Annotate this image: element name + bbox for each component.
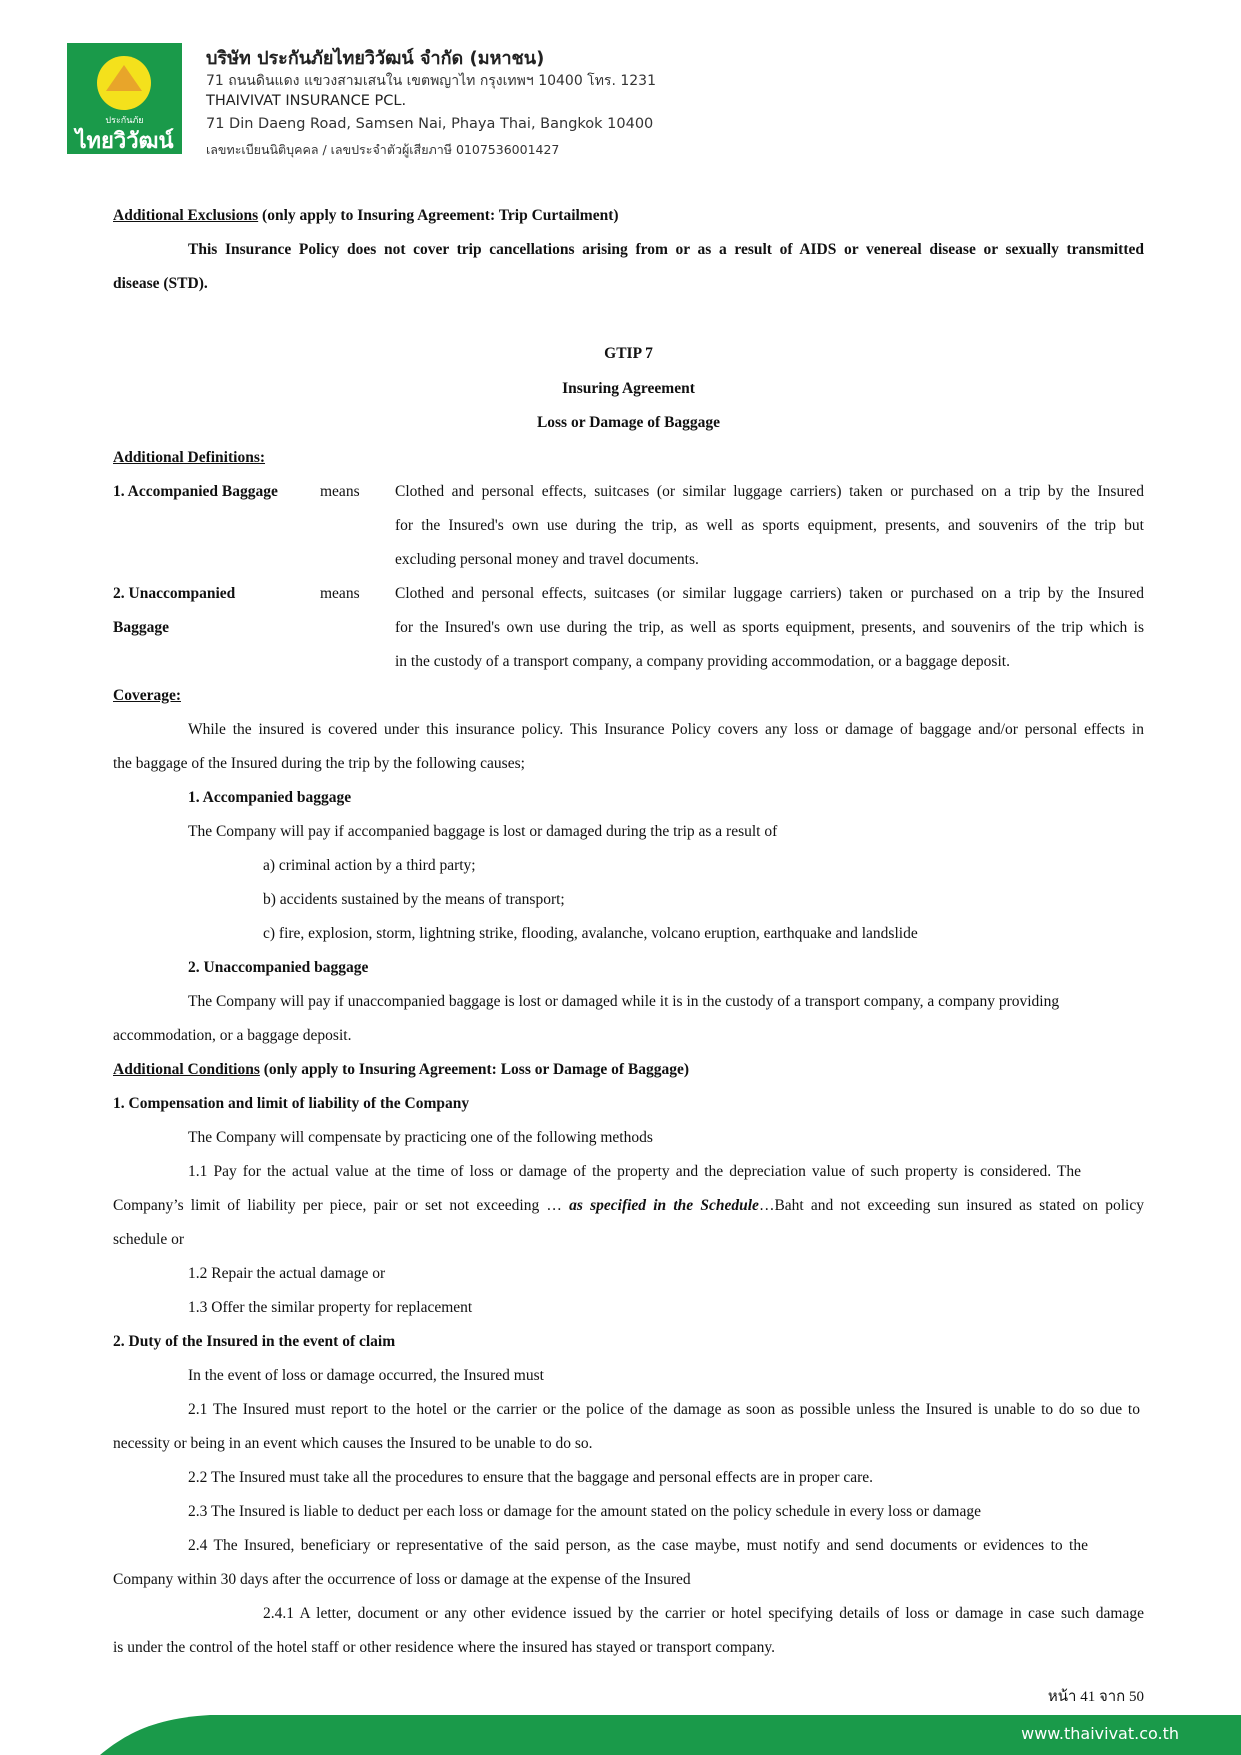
website-link[interactable]: www.thaivivat.co.th [1021,1724,1179,1743]
definitions-heading: Additional Definitions: [113,449,266,466]
definition-line: for the Insured's own use during the trip, as well as sports equipment, presents, and souvenirs of the trip which is [395,619,1144,636]
definition-means: means [320,585,360,602]
definition-line: excluding personal money and travel documents. [395,551,699,568]
company-name-th: บริษัท ประกันภัยไทยวิวัฒน์ จำกัด (มหาชน) [206,48,545,69]
exclusions-line-2: disease (STD). [113,275,208,292]
condition-1-2: 1.2 Repair the actual damage or [188,1265,386,1282]
section-title: Loss or Damage of Baggage [536,414,721,431]
condition-1-3: 1.3 Offer the similar property for replacement [188,1299,473,1316]
condition-2-intro: In the event of loss or damage occurred, the Insured must [188,1367,544,1384]
accompanied-cause-c: c) fire, explosion, storm, lightning strike, flooding, avalanche, volcano eruption, earthquake and landslide [263,925,918,942]
condition-2-heading: 2. Duty of the Insured in the event of claim [113,1333,396,1350]
tax-id: เลขทะเบียนนิติบุคคล / เลขประจำตัวผู้เสียภาษี 0107536001427 [206,142,560,157]
address-th: 71 ถนนดินแดง แขวงสามเสนใน เขตพญาไท กรุงเทพฯ 10400 โทร. 1231 [206,73,656,89]
condition-2-4-1-line-2: is under the control of the hotel staff or other residence where the insured has stayed or transport company. [113,1639,775,1656]
company-logo [67,43,182,154]
definition-term: 2. Unaccompanied [113,585,236,602]
condition-1-1-line-1: 1.1 Pay for the actual value at the time of loss or damage of the property and the depreciation value of such property is considered. The [188,1163,1081,1180]
accompanied-heading: 1. Accompanied baggage [188,789,352,806]
definition-term: 1. Accompanied Baggage [113,483,278,500]
condition-2-3: 2.3 The Insured is liable to deduct per each loss or damage for the amount stated on the policy schedule in every loss or damage [188,1503,981,1520]
coverage-heading: Coverage: [113,687,181,704]
accompanied-cause-a: a) criminal action by a third party; [263,857,476,874]
section-code: GTIP 7 [604,345,653,362]
page-number: หน้า 41 จาก 50 [1047,1689,1144,1705]
condition-2-4-1-line-1: 2.4.1 A letter, document or any other evidence issued by the carrier or hotel specifying details of loss or damage in case such damage [263,1605,1144,1622]
accompanied-text: The Company will pay if accompanied baggage is lost or damaged during the trip as a result of [188,823,778,840]
definition-line: Clothed and personal effects, suitcases (or similar luggage carriers) taken or purchased on a trip by the Insured [395,585,1144,602]
section-subtitle: Insuring Agreement [562,380,695,397]
condition-2-4-line-1: 2.4 The Insured, beneficiary or representative of the said person, as the case maybe, must notify and send documents or evidences to the [188,1537,1088,1554]
condition-2-1-line-2: necessity or being in an event which causes the Insured to be unable to do so. [113,1435,593,1452]
condition-2-2: 2.2 The Insured must take all the procedures to ensure that the baggage and personal effects are in proper care. [188,1469,874,1486]
address-en: 71 Din Daeng Road, Samsen Nai, Phaya Thai, Bangkok 10400 [206,116,654,132]
definition-means: means [320,483,360,500]
logo-small-text: ประกันภัย [105,116,144,126]
definition-line: Clothed and personal effects, suitcases (or similar luggage carriers) taken or purchased on a trip by the Insured [395,483,1144,500]
unaccompanied-text-1: The Company will pay if unaccompanied baggage is lost or damaged while it is in the custody of a transport company, a company providing [188,993,1060,1010]
condition-1-1-line-3: schedule or [113,1231,185,1248]
unaccompanied-heading: 2. Unaccompanied baggage [188,959,369,976]
company-name-en: THAIVIVAT INSURANCE PCL. [206,93,407,109]
condition-1-1-line-2: Company’s limit of liability per piece, pair or set not exceeding … as specified in the Schedule…Baht and not exceeding sun insured as stated on policy [113,1197,1144,1214]
condition-2-4-line-2: Company within 30 days after the occurrence of loss or damage at the expense of the Insured [113,1571,691,1588]
unaccompanied-text-2: accommodation, or a baggage deposit. [113,1027,352,1044]
condition-2-1-line-1: 2.1 The Insured must report to the hotel or the carrier or the police of the damage as soon as possible unless the Insured is unable to do so due to [188,1401,1140,1418]
condition-1-intro: The Company will compensate by practicing one of the following methods [188,1129,653,1146]
conditions-heading: Additional Conditions (only apply to Insuring Agreement: Loss or Damage of Baggage) [113,1061,689,1078]
condition-1-heading: 1. Compensation and limit of liability of the Company [113,1095,470,1112]
coverage-intro-1: While the insured is covered under this insurance policy. This Insurance Policy covers any loss or damage of baggage and/or personal effects in [188,721,1144,738]
definition-line: for the Insured's own use during the trip, as well as sports equipment, presents, and souvenirs of the trip but [395,517,1144,534]
definition-line: in the custody of a transport company, a company providing accommodation, or a baggage deposit. [395,653,1010,670]
logo-big-text: ไทยวิวัฒน์ [75,129,174,154]
accompanied-cause-b: b) accidents sustained by the means of transport; [263,891,565,908]
exclusions-line-1: This Insurance Policy does not cover trip cancellations arising from or as a result of AIDS or venereal disease or sexually transmitted [188,241,1144,258]
roof-icon [106,65,142,91]
exclusions-heading: Additional Exclusions (only apply to Insuring Agreement: Trip Curtailment) [113,207,619,224]
coverage-intro-2: the baggage of the Insured during the trip by the following causes; [113,755,525,772]
definition-term-cont: Baggage [113,619,169,636]
